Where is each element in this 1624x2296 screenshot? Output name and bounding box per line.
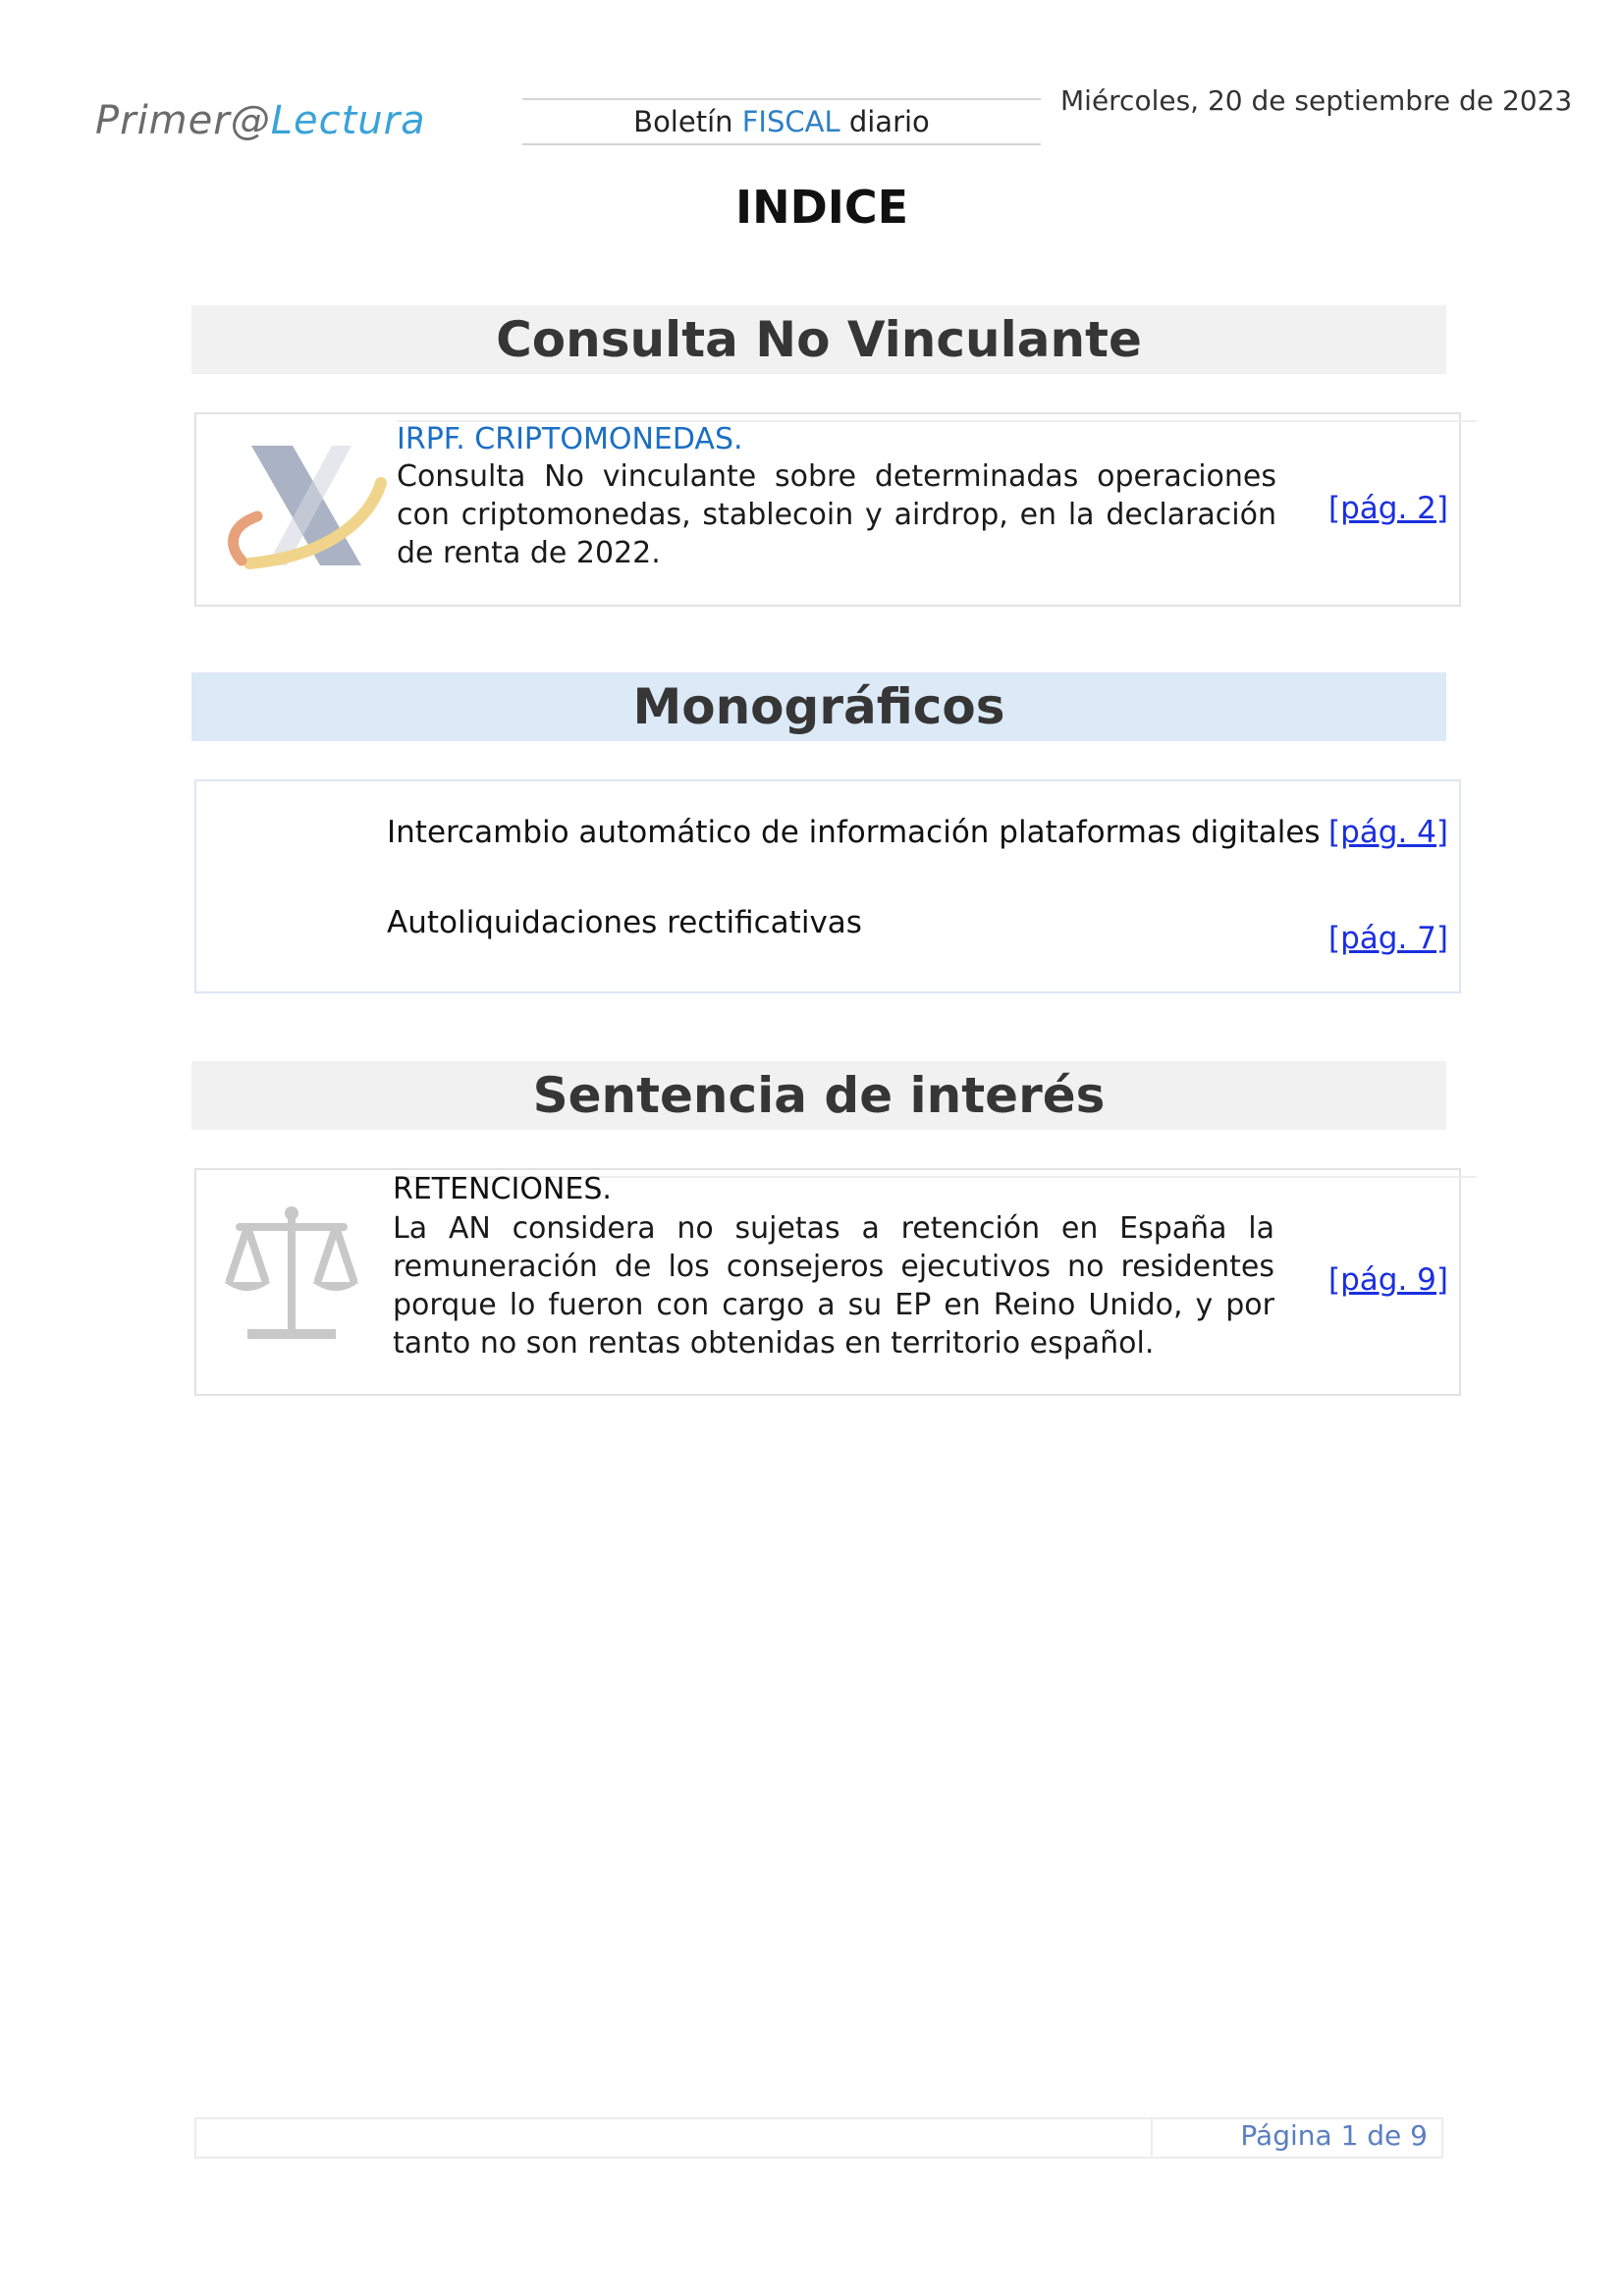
bulletin-highlight: FISCAL bbox=[741, 105, 840, 138]
monografico-item-1: Intercambio automático de información plataformas digitales bbox=[387, 815, 1321, 850]
logo bbox=[95, 98, 426, 143]
page-number: Página 1 de 9 bbox=[1240, 2119, 1428, 2152]
item-desc-retenciones: La AN considera no sujetas a retención en España la remuneración de los consejeros ejecutivos no residentes porque lo fueron con cargo a su EP en Reino Unido, y por tanto no son rentas obtenidas en territorio español. bbox=[393, 1211, 1274, 1361]
page-link-7[interactable]: [pág. 7] bbox=[1328, 921, 1448, 956]
bulletin-title bbox=[522, 98, 1041, 145]
page-link-2[interactable]: [pág. 2] bbox=[1328, 491, 1448, 526]
section-heading-sentencia: Sentencia de interés bbox=[191, 1061, 1446, 1130]
bulletin-pre: Boletín bbox=[633, 105, 742, 138]
monograficos-box bbox=[194, 779, 1461, 993]
section-heading-monograficos: Monográficos bbox=[191, 672, 1446, 741]
monografico-item-2: Autoliquidaciones rectificativas bbox=[387, 905, 862, 940]
page-link-9[interactable]: [pág. 9] bbox=[1328, 1262, 1448, 1298]
aeat-logo-icon bbox=[214, 438, 393, 585]
header-date: Miércoles, 20 de septiembre de 2023 bbox=[1060, 84, 1573, 117]
bulletin-post: diario bbox=[839, 105, 930, 138]
logo-part2: Lectura bbox=[270, 98, 426, 143]
item-desc-irpf: Consulta No vinculante sobre determinadas operaciones con criptomonedas, stablecoin y airdrop, en la declaración de renta de 2022. bbox=[397, 459, 1276, 570]
page-link-4[interactable]: [pág. 4] bbox=[1328, 815, 1448, 850]
logo-part1: Primer@ bbox=[95, 98, 271, 143]
scales-of-justice-icon bbox=[218, 1203, 365, 1351]
item-title-irpf: IRPF. CRIPTOMONEDAS. bbox=[397, 422, 743, 456]
consulta-box bbox=[194, 412, 1461, 607]
section-heading-consulta: Consulta No Vinculante bbox=[191, 305, 1446, 374]
page-title: INDICE bbox=[734, 181, 909, 234]
sentencia-box bbox=[194, 1168, 1461, 1396]
item-title-retenciones: RETENCIONES. bbox=[393, 1172, 612, 1206]
